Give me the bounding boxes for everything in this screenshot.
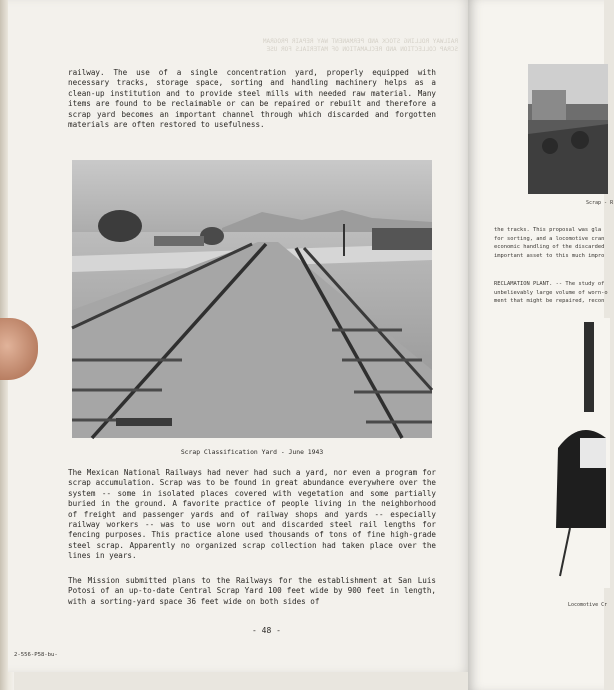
right-page-photo-bottom: [550, 318, 610, 588]
photo-caption: Scrap Classification Yard - June 1943: [180, 448, 324, 456]
paragraph-3: The Mission submitted plans to the Railways for the establishment at San Luis Potosi of an up-to-date Central Scrap Yard 100 feet wide by 900 feet in length, with a sorting-yard space 36 feet wide on both sides of: [68, 576, 436, 606]
paragraph-1: railway. The use of a single concentration yard, properly equipped with necessary tracks, storage space, sorting and handling machinery helps as a clean-up institution and to provide steel mills with needed raw material. Many items are found to be reclaimable or can be repaired or rebuilt and therefore a scrap yard becomes an important channel through which discarded and forgotten materials are often restored to usefulness.: [68, 68, 436, 130]
right-text-line: the tracks. This proposal was gla: [494, 227, 602, 233]
right-text-line: ment that might be repaired, recon: [494, 298, 605, 305]
page-number: - 48 -: [252, 626, 281, 635]
right-text-line: unbelievably large volume of worn-o: [494, 289, 608, 296]
locomotive-crane-image: [550, 318, 610, 588]
scrap-pile-image: [528, 64, 608, 194]
right-page-photo-top: [528, 64, 608, 194]
bleed-through-text: RAILWAY ROLLING STOCK AND PERMANENT WAY REPAIR PROGRAM SCRAP COLLECTION AND RECLAMATION OF MATERIALS FOR USE: [262, 38, 458, 53]
right-text-line: economic handling of the discarded: [494, 244, 605, 251]
right-text-line: RECLAMATION PLANT. -- The study of: [494, 281, 605, 287]
right-text-line: important asset to this much impro: [494, 252, 605, 259]
right-caption-bottom: Locomotive Cr: [568, 602, 608, 608]
scrap-yard-photo: [72, 160, 432, 438]
railway-tracks-image: [72, 160, 432, 438]
right-text-block-1: [494, 226, 614, 260]
right-text-line: for sorting, and a locomotive cran: [494, 235, 605, 242]
right-text-block-2: [494, 280, 614, 306]
footer-code: 2-556-P58-bu-: [14, 652, 58, 658]
right-page: [468, 0, 614, 690]
paragraph-2: The Mexican National Railways had never had such a yard, nor even a program for scrap accumulation. Scrap was to be found in great abundance everywhere over the system -- some in isolated places covered with vegetation and some partially buried in the ground. A favorite practice of people living in the neighborhood of freight and passenger yards and of railway shops and yards -- especially railway workers -- was to use worn out and discarded steel rail lengths for fencing purposes. This practice alone used thousands of tons of fine high-grade steel scrap. Apparently no organized scrap collection had taken place over the lines in years.: [68, 468, 436, 561]
right-caption-top: Scrap - R: [586, 200, 614, 206]
